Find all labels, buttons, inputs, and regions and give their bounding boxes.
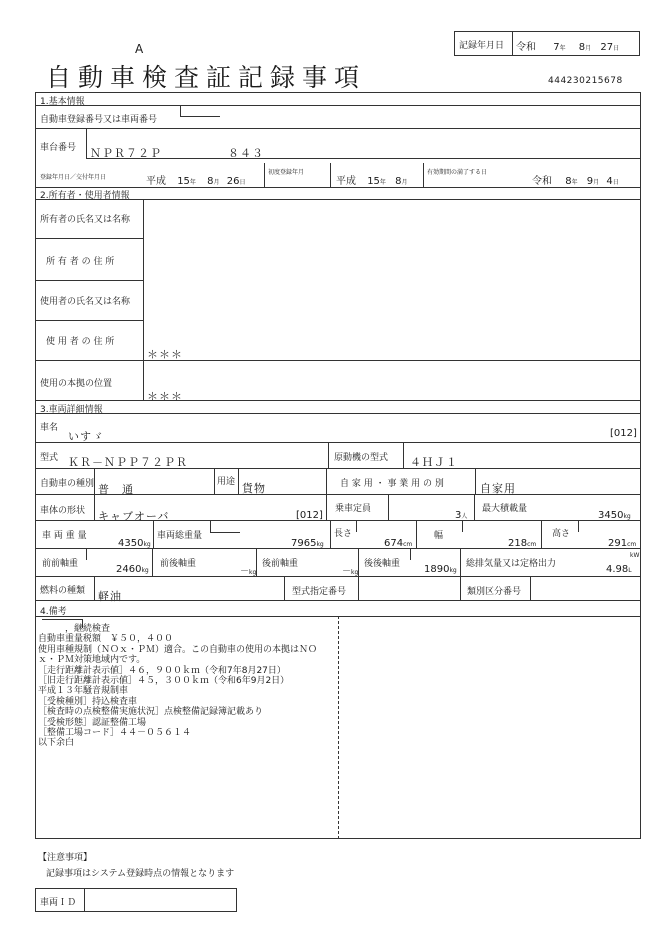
model-label: 型式 [40, 453, 59, 463]
remark-line: ［旧走行距離計表示値］４５，３００ｋｍ（令和6年9月2日） [38, 676, 290, 687]
rear-rear-axle-value: 1890kg [424, 564, 457, 575]
kind-label: 自動車の種別 [40, 479, 95, 489]
body-shape-code: [012] [296, 510, 323, 521]
gross-weight-label: 車両総重量 [157, 531, 203, 541]
notice-title: 【注意事項】 [38, 853, 93, 863]
engine-label: 原動機の型式 [334, 453, 389, 463]
remark-line: ｘ・ＰＭ対策地域内です。 [38, 655, 146, 666]
front-rear-axle-label: 前後軸重 [160, 559, 197, 569]
purpose-value: 貨物 [242, 482, 266, 495]
length-label: 長さ [334, 529, 353, 539]
body-shape-value: キャブオーバ [98, 510, 170, 523]
weight-label: 車 両 重 量 [42, 531, 87, 541]
gross-weight-value: 7965kg [291, 538, 324, 549]
remark-line: ［検査時の点検整備実施状況］点検整備記録簿記載あり [38, 707, 264, 718]
remark-line: 以下余白 [38, 738, 75, 749]
width-label: 幅 [434, 531, 444, 541]
front-rear-axle-value: －kg [240, 567, 257, 577]
width-value: 218cm [508, 538, 537, 549]
expiry-label: 有効期間の満了する日 [427, 169, 488, 176]
designation-number-label: 型式指定番号 [292, 587, 347, 597]
chassis-serial: ８４３ [228, 147, 264, 160]
remarks-list [38, 624, 317, 749]
max-load-value: 3450kg [598, 510, 631, 521]
base-location-label: 使用の本拠の位置 [40, 379, 113, 389]
length-value: 674cm [384, 538, 413, 549]
fuel-label: 燃料の種類 [40, 586, 86, 596]
form-mark: A [135, 42, 144, 56]
remark-line: ［受検種別］持込検査車 [38, 696, 138, 707]
vehicle-id-label: 車両ＩＤ [40, 898, 77, 908]
capacity-value: 3人 [455, 510, 468, 521]
rear-rear-axle-label: 後後軸重 [364, 559, 401, 569]
rear-front-axle-value: －kg [342, 567, 359, 577]
class-number-label: 類別区分番号 [467, 587, 522, 597]
reg-date-label: 登録年月日／交付年月日 [40, 174, 107, 181]
private-business-label: 自 家 用 ・ 事 業 用 の 別 [340, 479, 444, 489]
capacity-label: 乗車定員 [335, 504, 372, 514]
section-remarks-title: 4.備考 [40, 607, 67, 617]
height-label: 高さ [552, 529, 571, 539]
remark-line: 自動車重量税額 ￥５０，４００ [38, 634, 174, 645]
first-reg-label: 初度登録年月 [268, 169, 305, 176]
reg-date: 平成 15年 8月 26日 [146, 176, 246, 187]
remark-line: ［走行距離計表示値］４６，９００ｋｍ（令和7年8月27日） [38, 665, 286, 676]
displacement-label: 総排気量又は定格出力 [466, 559, 557, 569]
user-address-label: 使 用 者 の 住 所 [46, 337, 115, 347]
remark-line: ［受検形態］認証整備工場 [38, 717, 147, 728]
section-vehicle-title: 3.車両詳細情報 [40, 405, 103, 415]
displacement-value: 4.98L [606, 564, 632, 575]
max-load-label: 最大積載量 [482, 504, 528, 514]
remark-line: 使用車種規制（ＮＯｘ・ＰＭ）適合。この自動車の使用の本拠はＮＯ [38, 644, 318, 655]
user-address-value: ＊＊＊ [147, 348, 183, 361]
fuel-value: 軽油 [98, 590, 122, 603]
weight-value: 4350kg [118, 538, 151, 549]
height-value: 291cm [608, 538, 637, 549]
private-business-value: 自家用 [480, 482, 516, 495]
purpose-label: 用途 [217, 477, 236, 487]
chassis-label: 車台番号 [40, 143, 77, 153]
document-number: 444230215678 [548, 76, 623, 86]
rear-front-axle-label: 後前軸重 [262, 559, 299, 569]
remark-line: 平成１３年騒音規制車 [38, 686, 129, 697]
model-value: ＫＲ－ＮＰＰ７２ＰＲ [68, 456, 188, 469]
maker-code: [012] [610, 428, 637, 439]
record-date: 令和 7年 8月 27日 [516, 42, 620, 53]
body-shape-label: 車体の形状 [40, 506, 86, 516]
owner-name-label: 所有者の氏名又は名称 [40, 215, 131, 225]
record-date-label: 記録年月日 [459, 41, 505, 51]
expiry-date: 令和 8年 9月 4日 [532, 176, 619, 187]
section-owner-title: 2.所有者・使用者情報 [40, 191, 130, 201]
front-front-axle-value: 2460kg [116, 564, 149, 575]
displacement-unit-kw: kW [630, 552, 640, 559]
page-title: 自動車検査証記録事項 [46, 63, 367, 92]
section-basic-title: 1.基本情報 [40, 97, 85, 107]
notice-text: 記録事項はシステム登録時点の情報となります [46, 869, 235, 879]
engine-value: ４ＨＪ１ [410, 456, 458, 469]
kind-value: 普 通 [98, 483, 134, 496]
maker-label: 車名 [40, 423, 59, 433]
remark-line: ［整備工場コード］４４－０５６１４ [38, 728, 192, 739]
first-reg-date: 平成 15年 8月 [336, 176, 408, 187]
remark-line: ，継続検査 [38, 624, 111, 634]
reg-number-label: 自動車登録番号又は車両番号 [40, 115, 158, 125]
maker-value: いすゞ [68, 430, 104, 443]
chassis-number: ＮＰＲ７２Ｐ [90, 147, 162, 160]
owner-address-label: 所 有 者 の 住 所 [46, 257, 115, 267]
base-location-value: ＊＊＊ [147, 390, 183, 403]
user-name-label: 使用者の氏名又は名称 [40, 297, 131, 307]
front-front-axle-label: 前前軸重 [42, 559, 79, 569]
